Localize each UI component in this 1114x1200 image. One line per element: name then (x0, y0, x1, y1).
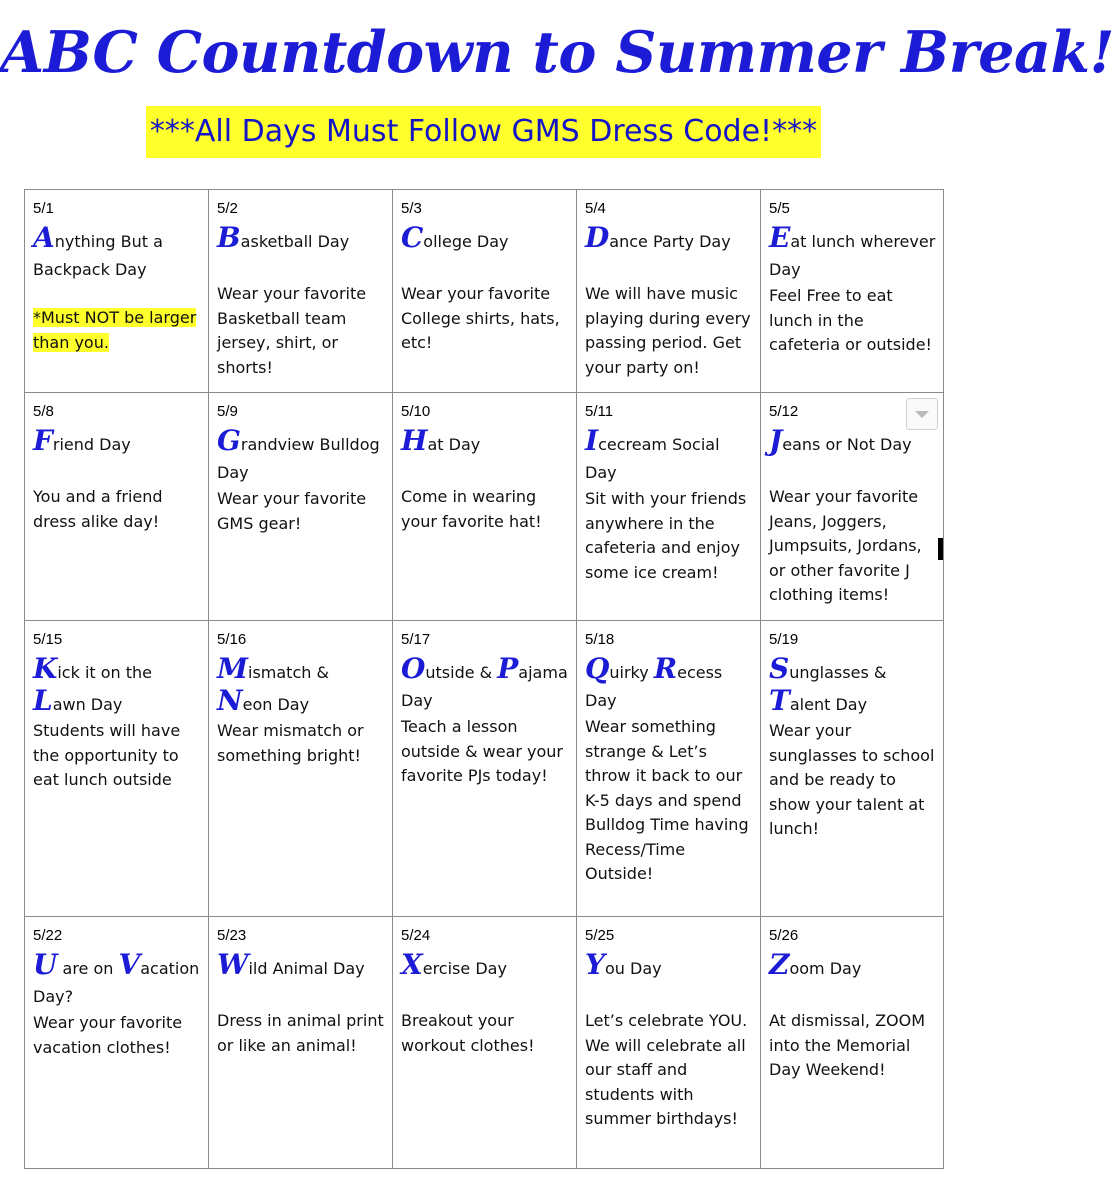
day-cell-5-17[interactable] (393, 621, 577, 917)
day-description: We will have music playing during every passing period. Get your party on! (585, 284, 751, 377)
day-date: 5/26 (769, 927, 799, 944)
day-date: 5/19 (769, 631, 799, 648)
theme-letter: Y (585, 948, 605, 981)
theme-letter: L (33, 684, 53, 717)
day-cell-5-15[interactable] (25, 621, 209, 917)
day-title: Sunglasses & Talent Day (769, 652, 887, 717)
day-description: At dismissal, ZOOM into the Memorial Day Weekend! (769, 1011, 926, 1079)
day-cell-5-26[interactable] (761, 917, 944, 1169)
day-date: 5/24 (401, 927, 431, 944)
theme-letter: O (401, 652, 426, 685)
day-description: Teach a lesson outside & wear your favorite PJs today! (401, 717, 564, 785)
day-title: Wild Animal Day (217, 948, 365, 981)
theme-letter: M (217, 652, 248, 685)
week-row-2 (25, 393, 944, 621)
theme-letter: X (401, 948, 423, 981)
theme-letter: Q (585, 652, 610, 685)
day-title: You Day (585, 948, 662, 981)
day-title: Mismatch & Neon Day (217, 652, 329, 717)
theme-letter: A (33, 221, 55, 254)
week-row-4 (25, 917, 944, 1169)
day-cell-5-24[interactable] (393, 917, 577, 1169)
theme-letter: K (33, 652, 58, 685)
day-title: Dance Party Day (585, 221, 731, 254)
theme-letter: W (217, 948, 249, 981)
theme-letter: H (401, 424, 428, 457)
calendar-table (24, 189, 944, 1169)
day-title: Zoom Day (769, 948, 862, 981)
day-description: Sit with your friends anywhere in the cafeteria and enjoy some ice cream! (585, 489, 747, 582)
day-title: Jeans or Not Day (769, 424, 912, 457)
day-date: 5/25 (585, 927, 615, 944)
dress-code-subtitle: ***All Days Must Follow GMS Dress Code!*** (146, 106, 821, 158)
day-cell-5-4[interactable] (577, 190, 761, 393)
day-title: Icecream Social Day (585, 424, 720, 482)
theme-letter: Z (769, 948, 790, 981)
day-description: Wear your favorite GMS gear! (217, 489, 367, 533)
day-title: U are on Vacation Day? (33, 948, 200, 1006)
day-description: Wear your favorite College shirts, hats, etc! (401, 284, 560, 352)
day-cell-5-11[interactable] (577, 393, 761, 621)
theme-letter: G (217, 424, 241, 457)
day-title: Anything But a Backpack Day (33, 221, 163, 279)
day-description: Wear your favorite vacation clothes! (33, 1013, 183, 1057)
theme-letter: B (217, 221, 241, 254)
day-date: 5/3 (401, 200, 422, 217)
day-date: 5/17 (401, 631, 431, 648)
day-note (33, 306, 204, 355)
theme-letter: C (401, 221, 424, 254)
day-date: 5/12 (769, 403, 799, 420)
day-title: Quirky Recess Day (585, 652, 723, 710)
theme-letter: T (769, 684, 790, 717)
day-description: Breakout your workout clothes! (401, 1011, 535, 1055)
theme-letter: S (769, 652, 790, 685)
day-title: Kick it on the Lawn Day (33, 652, 153, 717)
day-description: Dress in animal print or like an animal! (217, 1011, 384, 1055)
day-date: 5/23 (217, 927, 247, 944)
theme-letter: R (653, 652, 678, 685)
theme-letter: N (217, 684, 243, 717)
day-description: Come in wearing your favorite hat! (401, 487, 542, 531)
week-row-1 (25, 190, 944, 393)
day-cell-5-5[interactable] (761, 190, 944, 393)
day-date: 5/9 (217, 403, 238, 420)
theme-letter: E (769, 221, 791, 254)
day-date: 5/22 (33, 927, 63, 944)
theme-letter: J (769, 424, 783, 457)
day-date: 5/2 (217, 200, 238, 217)
day-cell-5-1[interactable] (25, 190, 209, 393)
subtitle-banner (0, 106, 967, 158)
day-date: 5/1 (33, 200, 54, 217)
theme-letter: V (118, 948, 141, 981)
day-date: 5/18 (585, 631, 615, 648)
day-title: Basketball Day (217, 221, 350, 254)
week-row-3 (25, 621, 944, 917)
theme-letter: I (585, 424, 599, 457)
day-cell-5-19[interactable] (761, 621, 944, 917)
day-description: Feel Free to eat lunch in the cafeteria or outside! (769, 286, 932, 354)
day-description: Wear your favorite Jeans, Joggers, Jumpsuits, Jordans, or other favorite J clothing items! (769, 487, 922, 604)
day-date: 5/4 (585, 200, 606, 217)
day-cell-5-16[interactable] (209, 621, 393, 917)
cell-dropdown-icon[interactable] (906, 398, 938, 430)
day-description: Wear something strange & Let’s throw it back to our K-5 days and spend Bulldog Time having Recess/Time Outside! (585, 717, 749, 883)
day-date: 5/5 (769, 200, 790, 217)
day-title: Grandview Bulldog Day (217, 424, 380, 482)
theme-letter: D (585, 221, 610, 254)
day-date: 5/8 (33, 403, 54, 420)
day-title: College Day (401, 221, 509, 254)
day-description: Wear your favorite Basketball team jersey, shirt, or shorts! (217, 284, 367, 377)
day-cell-5-25[interactable] (577, 917, 761, 1169)
day-title: Outside & Pajama Day (401, 652, 568, 710)
day-cell-5-22[interactable] (25, 917, 209, 1169)
page-title: ABC Countdown to Summer Break! (0, 19, 1114, 86)
theme-letter: P (497, 652, 519, 685)
day-title: Hat Day (401, 424, 481, 457)
day-cell-5-3[interactable] (393, 190, 577, 393)
day-cell-5-2[interactable] (209, 190, 393, 393)
day-title: Friend Day (33, 424, 131, 457)
day-cell-5-23[interactable] (209, 917, 393, 1169)
day-description: You and a friend dress alike day! (33, 487, 163, 531)
day-description: Students will have the opportunity to eat lunch outside (33, 721, 181, 789)
day-cell-5-10[interactable] (393, 393, 577, 621)
day-description: Let’s celebrate YOU. We will celebrate all our staff and students with summer birthdays! (585, 1011, 748, 1128)
theme-letter: F (33, 424, 53, 457)
day-cell-5-8[interactable] (25, 393, 209, 621)
day-title: Eat lunch wherever Day (769, 221, 936, 279)
day-date: 5/10 (401, 403, 431, 420)
day-description: Wear mismatch or something bright! (217, 721, 364, 765)
day-date: 5/15 (33, 631, 63, 648)
text-cursor (938, 538, 943, 560)
day-date: 5/11 (585, 403, 614, 420)
day-cell-5-9[interactable] (209, 393, 393, 621)
day-cell-5-18[interactable] (577, 621, 761, 917)
highlighted-note: *Must NOT be larger than you. (33, 308, 197, 352)
day-date: 5/16 (217, 631, 247, 648)
day-title: Xercise Day (401, 948, 507, 981)
day-description: Wear your sunglasses to school and be ready to show your talent at lunch! (769, 721, 935, 838)
theme-letter: U (33, 948, 58, 981)
